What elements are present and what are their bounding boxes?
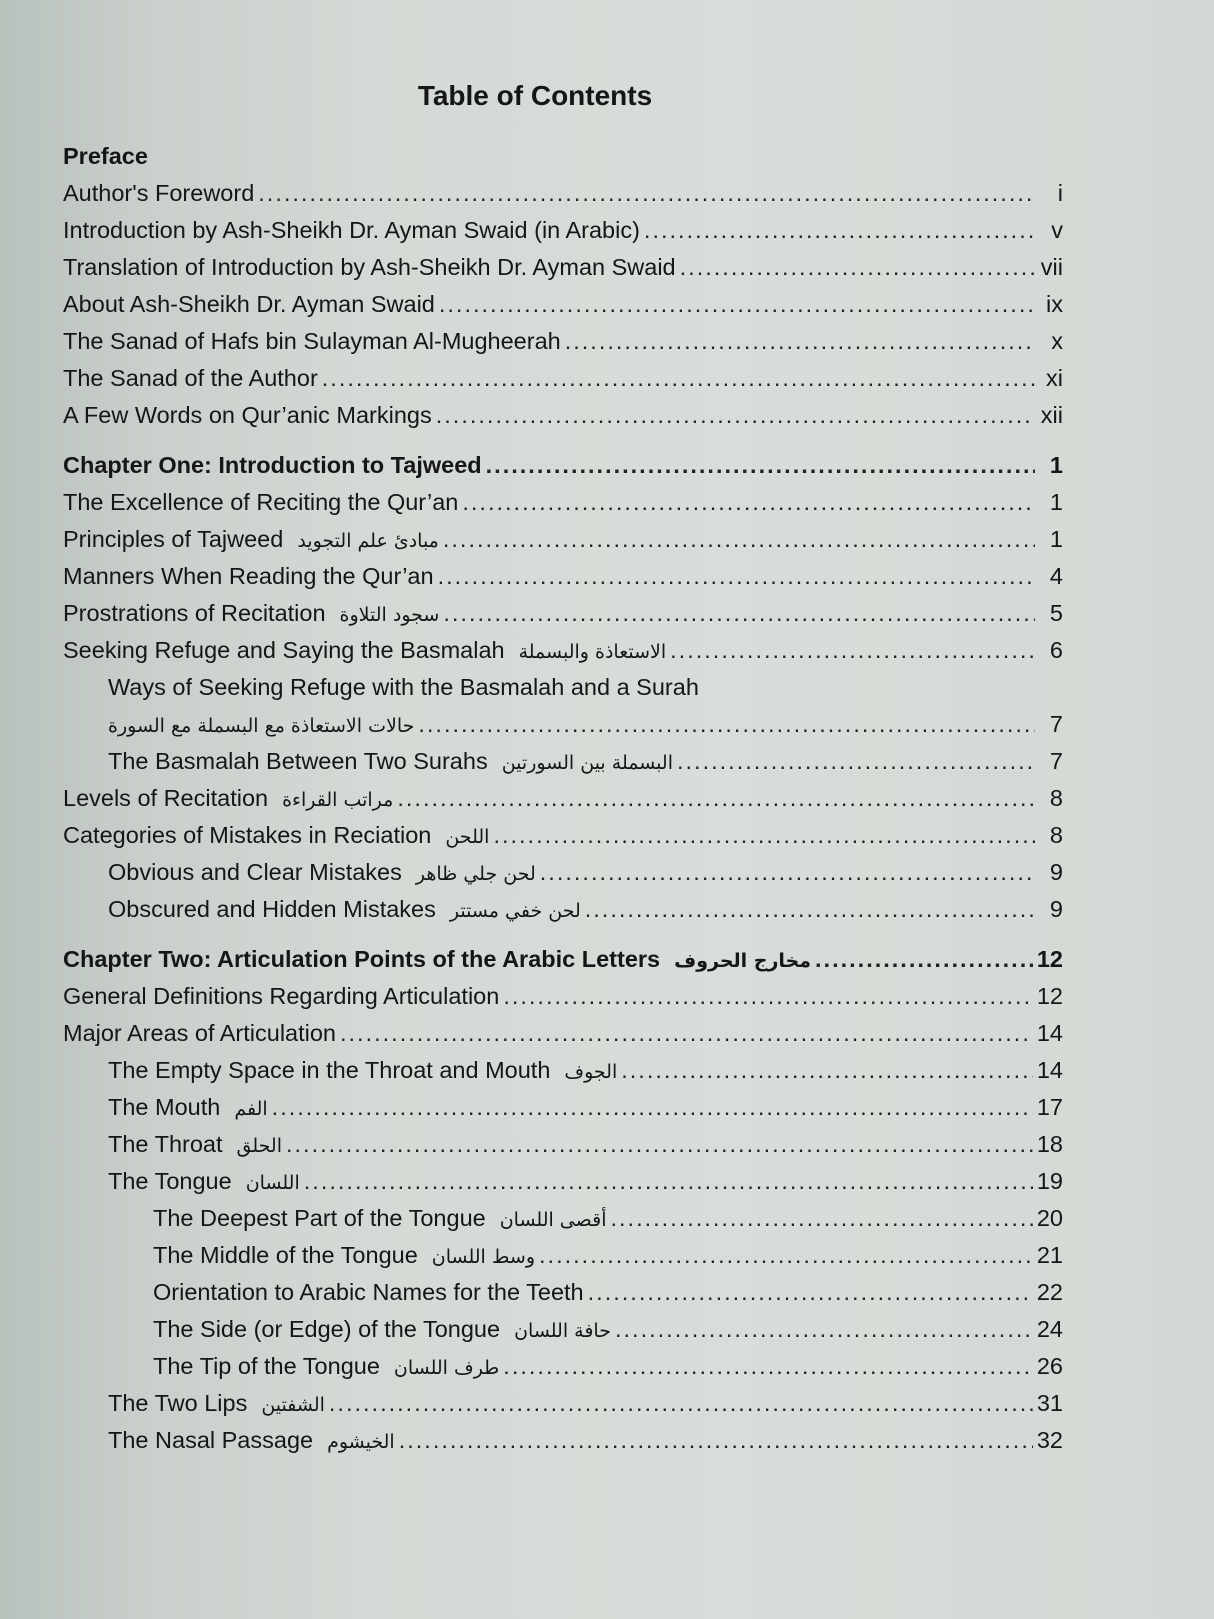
toc-subentry	[63, 1385, 1063, 1422]
toc-subsubentry	[63, 1311, 1063, 1348]
entry-label: Obscured and Hidden Mistakes	[108, 896, 436, 922]
toc-entry	[63, 1015, 1063, 1052]
dot-leader	[610, 1200, 1032, 1237]
toc-subentry-title	[63, 669, 1063, 706]
entry-label: The Deepest Part of the Tongue	[153, 1205, 486, 1231]
arabic-term: أقصى اللسان	[499, 1209, 607, 1231]
chapter-heading	[63, 447, 1063, 484]
entry-label: Categories of Mistakes in Reciation	[63, 822, 432, 848]
dot-leader	[462, 484, 1035, 521]
arabic-term: البسملة بين السورتين	[501, 752, 673, 774]
arabic-term: وسط اللسان	[431, 1246, 536, 1268]
arabic-term: لحن خفي مستتر	[449, 900, 581, 922]
toc-entry	[63, 780, 1063, 817]
dot-leader	[621, 1052, 1033, 1089]
dot-leader	[272, 1089, 1033, 1126]
dot-leader	[443, 595, 1035, 632]
arabic-term: طرف اللسان	[393, 1357, 500, 1379]
toc-subentry	[63, 706, 1063, 743]
dot-leader	[439, 286, 1035, 323]
arabic-term: حافة اللسان	[514, 1320, 611, 1342]
toc-entry	[63, 175, 1063, 212]
arabic-term: اللسان	[245, 1172, 300, 1194]
toc-entry	[63, 632, 1063, 669]
toc-entry	[63, 249, 1063, 286]
toc-entry	[63, 978, 1063, 1015]
dot-leader	[418, 706, 1035, 743]
entry-label: The Tip of the Tongue	[153, 1353, 380, 1379]
entry-label: The Throat	[108, 1131, 223, 1157]
toc-entry	[63, 212, 1063, 249]
dot-leader	[443, 521, 1035, 558]
entry-label: Chapter Two: Articulation Points of the Arabic Letters	[63, 946, 661, 972]
arabic-term: الجوف	[564, 1061, 618, 1083]
entry-label: General Definitions Regarding Articulation	[63, 983, 500, 1009]
page-number: 20	[1036, 1205, 1063, 1231]
heading-label: Preface	[63, 143, 148, 169]
entry-label: The Side (or Edge) of the Tongue	[153, 1316, 501, 1342]
page-number: 21	[1036, 1242, 1063, 1268]
chapter-heading	[63, 941, 1063, 978]
toc-entry	[63, 484, 1063, 521]
dot-leader	[588, 1274, 1033, 1311]
preface-heading	[63, 138, 1063, 175]
page-number: 12	[1036, 946, 1063, 972]
page-number: 17	[1036, 1094, 1063, 1120]
toc-subentry	[63, 1126, 1063, 1163]
toc-entry	[63, 360, 1063, 397]
entry-label: The Empty Space in the Throat and Mouth	[108, 1057, 551, 1083]
toc-subsubentry	[63, 1274, 1063, 1311]
entry-label: Chapter One: Introduction to Tajweed	[63, 452, 482, 478]
page-number: 12	[1036, 983, 1063, 1009]
dot-leader	[585, 891, 1035, 928]
page-number: 7	[1049, 748, 1063, 774]
entry-label: The Two Lips	[108, 1390, 248, 1416]
dot-leader	[438, 558, 1035, 595]
dot-leader	[503, 978, 1033, 1015]
page-number: 8	[1049, 822, 1063, 848]
toc-subsubentry	[63, 1348, 1063, 1385]
entry-label: Translation of Introduction by Ash-Sheikh Dr. Ayman Swaid	[63, 254, 676, 280]
entry-label: Principles of Tajweed	[63, 526, 284, 552]
arabic-term: مخارج الحروف	[674, 950, 812, 972]
toc-entry	[63, 595, 1063, 632]
page-number: 1	[1049, 489, 1063, 515]
toc-entry	[63, 286, 1063, 323]
page-number: 32	[1036, 1427, 1063, 1453]
entry-label: The Basmalah Between Two Surahs	[108, 748, 488, 774]
entry-label: The Mouth	[108, 1094, 221, 1120]
dot-leader	[670, 632, 1035, 669]
page-number: 6	[1049, 637, 1063, 663]
page-number: 14	[1036, 1057, 1063, 1083]
page-number: 8	[1049, 785, 1063, 811]
dot-leader	[815, 941, 1033, 978]
toc-subentry	[63, 1089, 1063, 1126]
page-number: 4	[1049, 563, 1063, 589]
page-number: 7	[1049, 711, 1063, 737]
dot-leader	[340, 1015, 1033, 1052]
dot-leader	[329, 1385, 1033, 1422]
toc-subentry	[63, 854, 1063, 891]
arabic-term: مراتب القراءة	[282, 789, 394, 811]
entry-label: Manners When Reading the Qur’an	[63, 563, 434, 589]
toc-subsubentry	[63, 1200, 1063, 1237]
page-number: 9	[1049, 896, 1063, 922]
entry-label: Prostrations of Recitation	[63, 600, 326, 626]
dot-leader	[258, 175, 1035, 212]
page-number: 26	[1036, 1353, 1063, 1379]
dot-leader	[322, 360, 1035, 397]
entry-label: Ways of Seeking Refuge with the Basmalah and a Surah	[108, 674, 699, 700]
dot-leader	[644, 212, 1035, 249]
entry-label: Obvious and Clear Mistakes	[108, 859, 402, 885]
page-number: 31	[1036, 1390, 1063, 1416]
page-number: 22	[1036, 1279, 1063, 1305]
page-number: 19	[1036, 1168, 1063, 1194]
toc-entry	[63, 397, 1063, 434]
entry-label: The Sanad of Hafs bin Sulayman Al-Mugheerah	[63, 328, 561, 354]
arabic-term: حالات الاستعاذة مع البسملة مع السورة	[108, 715, 415, 737]
dot-leader	[539, 1237, 1033, 1274]
dot-leader	[436, 397, 1035, 434]
dot-leader	[286, 1126, 1033, 1163]
entry-label: Major Areas of Articulation	[63, 1020, 336, 1046]
toc-entry	[63, 323, 1063, 360]
entry-label: Seeking Refuge and Saying the Basmalah	[63, 637, 505, 663]
toc-subentry	[63, 1422, 1063, 1459]
page-title: Table of Contents	[417, 80, 653, 111]
dot-leader	[565, 323, 1035, 360]
page-number: v	[1051, 217, 1063, 243]
page-number: 14	[1036, 1020, 1063, 1046]
page-number: xii	[1040, 402, 1063, 428]
toc-subsubentry	[63, 1237, 1063, 1274]
entry-label: Introduction by Ash-Sheikh Dr. Ayman Swaid (in Arabic)	[63, 217, 640, 243]
toc-entry	[63, 558, 1063, 595]
page-number: 5	[1049, 600, 1063, 626]
page-number: 18	[1036, 1131, 1063, 1157]
toc-subentry	[63, 1052, 1063, 1089]
entry-label: The Nasal Passage	[108, 1427, 314, 1453]
table-of-contents	[63, 138, 1063, 1459]
dot-leader	[304, 1163, 1033, 1200]
arabic-term: مبادئ علم التجويد	[297, 530, 439, 552]
page-number: xi	[1046, 365, 1063, 391]
dot-leader	[397, 780, 1035, 817]
dot-leader	[493, 817, 1035, 854]
page-number: vii	[1040, 254, 1063, 280]
toc-subentry	[63, 1163, 1063, 1200]
page-number: 1	[1049, 452, 1063, 478]
dot-leader	[677, 743, 1035, 780]
page-number: 9	[1049, 859, 1063, 885]
page-number: ix	[1046, 291, 1063, 317]
arabic-term: سجود التلاوة	[339, 604, 440, 626]
toc-entry	[63, 521, 1063, 558]
dot-leader	[680, 249, 1035, 286]
entry-label: The Sanad of the Author	[63, 365, 318, 391]
entry-label: Levels of Recitation	[63, 785, 269, 811]
page-number: i	[1057, 180, 1063, 206]
arabic-term: اللحن	[445, 826, 490, 848]
entry-label: A Few Words on Qur’anic Markings	[63, 402, 432, 428]
dot-leader	[503, 1348, 1033, 1385]
dot-leader	[540, 854, 1035, 891]
entry-label: The Tongue	[108, 1168, 232, 1194]
dot-leader	[615, 1311, 1033, 1348]
arabic-term: الخيشوم	[327, 1431, 395, 1453]
toc-subentry	[63, 891, 1063, 928]
entry-label: Orientation to Arabic Names for the Teeth	[153, 1279, 584, 1305]
page-number: 1	[1049, 526, 1063, 552]
page-number: x	[1051, 328, 1063, 354]
dot-leader	[399, 1422, 1033, 1459]
arabic-term: الشفتين	[261, 1394, 325, 1416]
arabic-term: الفم	[234, 1098, 268, 1120]
arabic-term: الحلق	[236, 1135, 282, 1157]
entry-label: The Middle of the Tongue	[153, 1242, 418, 1268]
toc-subentry	[63, 743, 1063, 780]
entry-label: The Excellence of Reciting the Qur’an	[63, 489, 459, 515]
entry-label: About Ash-Sheikh Dr. Ayman Swaid	[63, 291, 435, 317]
arabic-term: الاستعاذة والبسملة	[518, 641, 667, 663]
dot-leader	[486, 447, 1035, 484]
arabic-term: لحن جلي ظاهر	[415, 863, 536, 885]
toc-entry	[63, 817, 1063, 854]
entry-label: Author's Foreword	[63, 180, 255, 206]
page-number: 24	[1036, 1316, 1063, 1342]
